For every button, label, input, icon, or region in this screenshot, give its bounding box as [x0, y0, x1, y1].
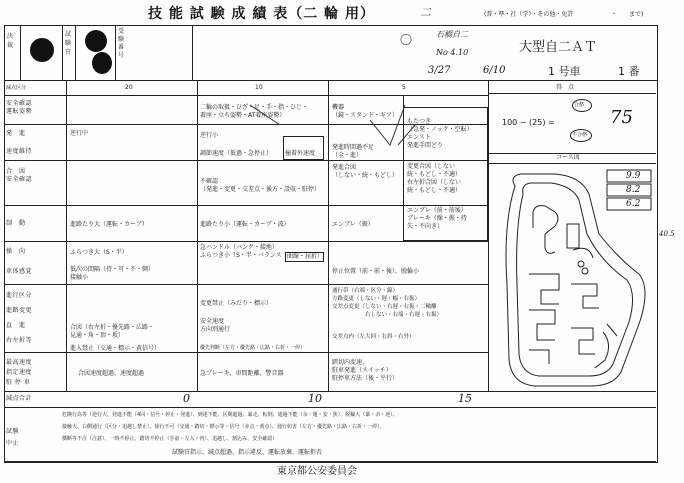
order-number: 1 番 — [618, 65, 640, 78]
vehicle-class: 大型自二ＡＴ — [519, 40, 598, 55]
handwritten-name: 石橋自二 — [436, 30, 468, 39]
approval-seal — [30, 38, 54, 62]
course-time-2: 8.2 — [626, 185, 641, 195]
cell-safe-speed-10: 安全速度 方向別通行 — [200, 318, 231, 333]
cell-adjust-speed-10: 調節速度（低過・急停止） — [200, 150, 273, 157]
examiner-seal — [85, 30, 107, 52]
cell-sudden-handle-10: 急ハンドル（バンク・接地） ふらつき小（S・半・バランス — [200, 244, 282, 259]
row-label-speed: 速度維持 — [6, 148, 33, 155]
exam-date-2: 6/10 — [483, 65, 506, 76]
row-label-steering: 操 向 — [6, 248, 26, 255]
score-result: 75 — [610, 107, 633, 128]
row-label-body-sense: 車体感覚 — [6, 268, 33, 275]
cell-start-signal-5: 発進合図 （しない・続・もどし） — [332, 164, 399, 179]
cell-braking-10: 進路たり小（運転・カーブ・波） — [200, 221, 290, 228]
row-label-start: 発 進 — [6, 130, 26, 137]
cell-engine-brake-5a: エンブレ（振） — [332, 221, 374, 228]
cell-hard-brake-10: 急ブレーキ、車間距離、警音器 — [200, 370, 284, 377]
row-label-max-speed: 最高速度 指定速度 駐 停 車 — [6, 359, 33, 386]
cell-stop-position-5: 停止位置（前・前・後）、脱輪小 — [332, 268, 420, 275]
row-label-braking: 制 動 — [6, 220, 26, 227]
cell-signal-turn-20: 合図（右左折・優先路・広路・ 見通・角・頂・坂） — [70, 324, 155, 339]
cell-hesitate-5: もたつき （急発・ノック・空転） エンスト 発進手間どり — [407, 118, 473, 149]
course-time-3: 6.2 — [626, 199, 641, 209]
course-header: コース図 — [556, 154, 580, 161]
stop-line-2: 接触大、右側通行（区分・追越し禁止）、徐行不可（交通・踏切・標示等・信号（赤点・黄点）、通行妨害（左方・優先路・広路・右折・一停）、 — [62, 424, 385, 430]
cell-curve-10: 曲線・屈折） — [287, 253, 324, 260]
cell-posture-10: 二輪の取扱・ひざ・足・手・指・ひじ・ 着座・立ち姿勢・AT着座姿勢） — [200, 104, 309, 119]
license-until-text: ・ まで) — [611, 11, 644, 18]
approval-label: 決裁 — [7, 33, 14, 49]
examiner-label: 試験官 — [65, 31, 72, 56]
cell-change-prohibit-10: 変更禁止（みだり・標示） — [200, 300, 273, 307]
cell-reverse-small-10: 逆行小 — [200, 132, 219, 139]
exam-date-1: 3/27 — [428, 65, 451, 76]
total-20: 0 — [183, 392, 190, 405]
category-badge: 二 — [420, 6, 431, 19]
stop-line-4: 試験官指示、減点超過、指示違反、運転放棄、運転拒否 — [172, 449, 323, 456]
row-label-stop-exam: 試験 中止 — [6, 428, 20, 447]
scale-20: 20 — [125, 84, 133, 91]
course-diagram — [489, 164, 655, 390]
cell-crossing-5: 踏切内変速、 駐車発進（スイッチ） 駐停車方法（後・平行） — [332, 359, 399, 382]
issuing-authority: 東京都公安委員会 — [277, 466, 357, 477]
cell-start-time-5: 発進時間過不足 （全・進） — [332, 144, 375, 159]
total-5: 15 — [458, 392, 472, 405]
candidate-number-label: 受験番号 — [118, 28, 125, 59]
score-header: 得 点 — [556, 84, 575, 91]
cell-out-speed-10: 撞着外速度 — [285, 150, 316, 157]
fail-label: 不合格 — [572, 132, 588, 138]
row-label-total: 減点合計 — [6, 395, 33, 402]
margin-note: 40.5 — [659, 230, 675, 238]
cell-nonconfirm-10: 不確認 （発進・変更・交差点・後方・設収・駐停） — [200, 178, 321, 193]
stop-line-1: 危険行為等（逆行大、発進不能（4回・信号・停止・発進）、到達不能、区間超過、暴走、転倒、通過不能（余・運・安・狭）、脱輪大（暴・余・逆）、 — [62, 412, 398, 418]
cell-priority-10: 優先判断（左方・優先路・広路・右折・一停） — [200, 345, 306, 351]
row-label-signal: 合 図 安全確認 — [6, 168, 33, 183]
cell-braking-20: 進路たり大（運転・カーブ） — [70, 221, 148, 228]
pass-label: 合格 — [574, 102, 585, 108]
scale-5: 5 — [402, 84, 406, 91]
license-category-text: (普・準・社（学）・その他・免許 — [484, 11, 574, 18]
course-time-1: 9.9 — [626, 171, 641, 181]
form-title: 技 能 試 験 成 績 表（二 輪 用） — [148, 6, 375, 22]
cell-overspeed-20: 合図速度超過、速度超過 — [78, 370, 145, 377]
handwritten-number: No 4.10 — [436, 48, 469, 57]
cell-reverse-20: 逆行中 — [70, 130, 89, 137]
cell-intersection-5: 交差点内（左大回・右斜・右外） — [332, 334, 415, 340]
cell-low-gap-20: 低次の間隔（持・可・不・側） 接触小 — [70, 266, 155, 281]
row-label-safety-posture: 安全確認 運転姿勢 — [6, 100, 33, 115]
cell-equipment-5: 機器 （鏡・スタンド・ギア） — [332, 104, 399, 119]
examiner-seal — [92, 52, 112, 74]
cell-engine-brake-5b: エンブレ（前・前後） ブレーキ（操・振・持 失・不向き） — [407, 207, 467, 230]
score-formula: 100 − (25) = — [502, 118, 555, 127]
check-marks — [240, 85, 440, 205]
cell-wobble-20: ふらつき大（S・半） — [70, 249, 128, 256]
scale-label: 減点区分 — [6, 85, 27, 91]
car-number: 1 号車 — [548, 65, 581, 78]
cell-lane-5: 通行帯（右端・区分・線） 方路変更（しない・遅・幅・右振） 交差点変更（しない・右遅・右振・二輪離 右しない・右端・右遅・右振） — [332, 288, 443, 318]
circle-mark: 〇 — [400, 33, 413, 47]
stop-line-3: 横断等不注（注意）、一時不停止、踏切不停止（手前・左入・内）、追越し、割込み、安全確認） — [62, 436, 278, 442]
total-10: 10 — [308, 392, 322, 405]
row-label-lane: 進行区分 進路変更 直 進 右左折等 — [6, 292, 33, 344]
scale-10: 10 — [255, 84, 263, 91]
cell-change-signal-5: 変更合図（しない 続・もどし・不適） 右左折合図（しない 続・もどし・不適） — [407, 163, 462, 194]
cell-no-entry-20: 進入禁止（交通・標示・黄信号） — [70, 345, 161, 352]
